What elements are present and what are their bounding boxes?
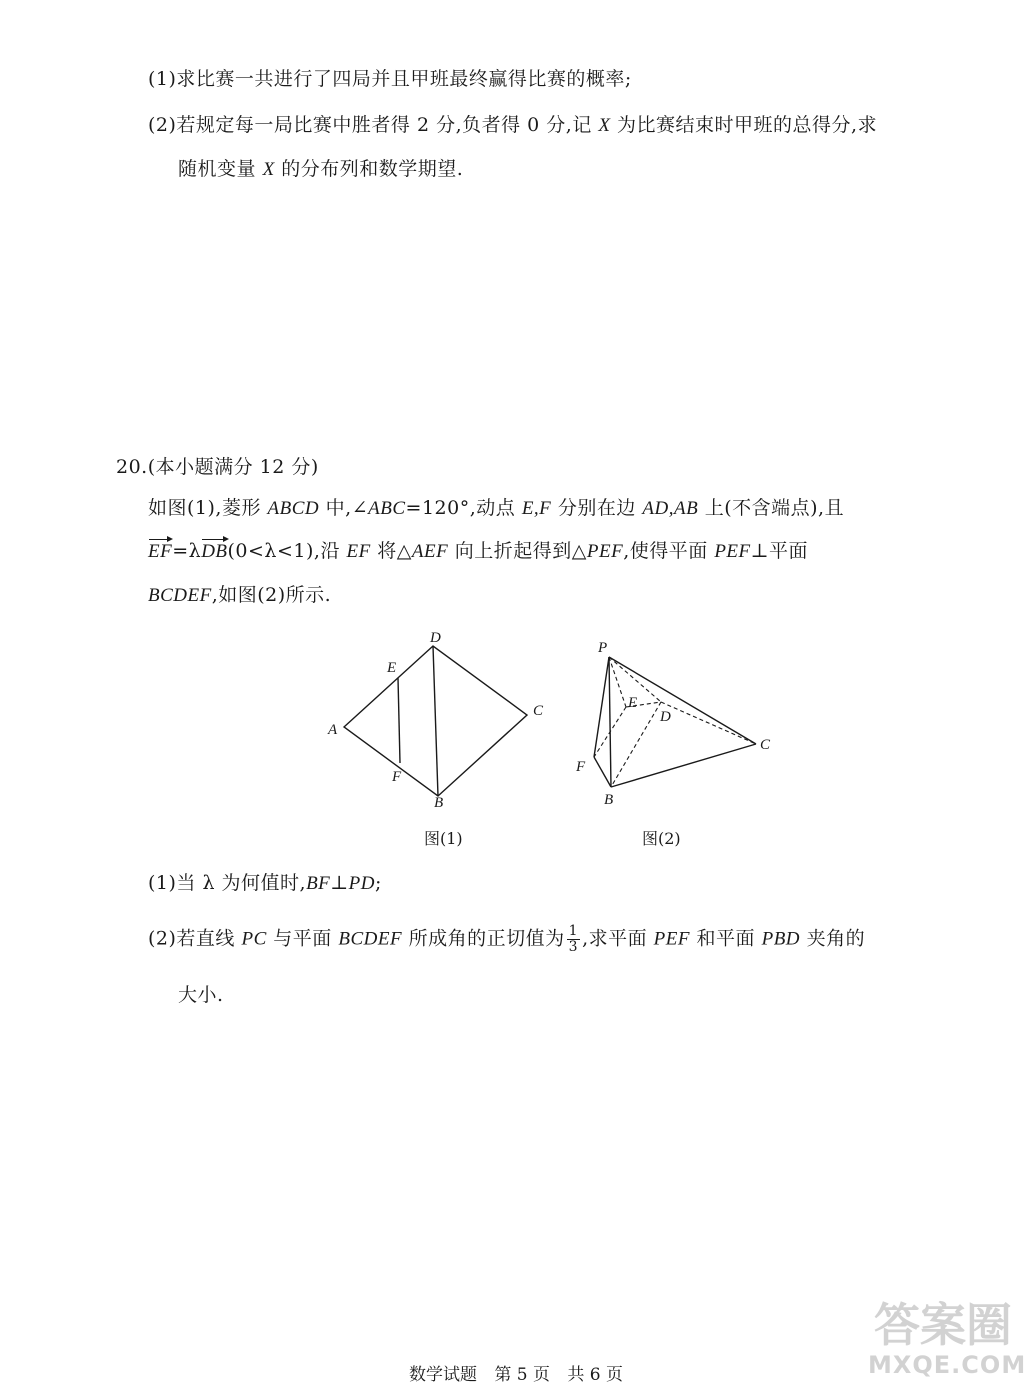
edge-pb — [609, 657, 611, 787]
edge-dc — [661, 702, 756, 744]
segment-ef — [398, 678, 400, 763]
q20-stem-line1: 如图(1),菱形 ABCD 中,∠ABC=120°,动点 E,F 分别在边 AD,AB 上(不含端点),且 — [148, 497, 845, 519]
label-e: E — [387, 660, 397, 676]
label-c: C — [533, 703, 544, 719]
label-a: A — [328, 722, 338, 738]
label-b: B — [434, 795, 444, 811]
figure-1-rhombus — [320, 624, 560, 824]
q20-part1: (1)当 λ 为何值时,BF⊥PD; — [148, 872, 382, 894]
watermark-logo: 答案圈 MXQE.COM — [868, 1298, 1027, 1379]
q19-part2: (2)若规定每一局比赛中胜者得 2 分,负者得 0 分,记 X 为比赛结束时甲班的总得分,求 — [148, 114, 878, 136]
q19-part1: (1)求比赛一共进行了四局并且甲班最终赢得比赛的概率; — [148, 68, 632, 90]
vector-db: DB — [201, 539, 227, 565]
fraction-one-third: $\frac{1}{3}$ — [568, 923, 579, 955]
segment-db — [433, 646, 438, 796]
q19-part2-cont: 随机变量 X 的分布列和数学期望. — [178, 158, 464, 180]
label-d: D — [430, 630, 441, 646]
edge-fb — [594, 757, 611, 787]
label-p: P — [598, 640, 608, 656]
label-f: F — [392, 769, 402, 785]
q20-header: 20.(本小题满分 12 分) — [116, 456, 319, 478]
figure-2-caption: 图(2) — [642, 829, 681, 848]
label-d2: D — [660, 709, 671, 725]
label-e2: E — [628, 695, 638, 711]
q20-stem-line3: BCDEF,如图(2)所示. — [148, 584, 332, 606]
label-b2: B — [604, 792, 614, 808]
label-c2: C — [760, 737, 771, 753]
page-footer — [0, 1360, 1032, 1385]
edge-pf — [594, 657, 609, 757]
q20-part2: (2)若直线 PC 与平面 BCDEF 所成角的正切值为 $\frac{1}{3}$ ,求平面 PEF 和平面 PBD 夹角的 — [148, 923, 866, 955]
footer-total: 共 6 页 — [567, 1365, 624, 1385]
q20-part2-cont: 大小. — [178, 984, 224, 1006]
edge-pe — [609, 657, 626, 707]
label-f2: F — [576, 759, 586, 775]
q20-stem-line2: EF=λDB(0<λ<1),沿 EF 将△AEF 向上折起得到△PEF,使得平面 PEF⊥平面 — [148, 538, 808, 565]
vector-ef: EF — [148, 539, 172, 565]
footer-subject: 数学试题 — [408, 1365, 477, 1385]
figure-2-pyramid — [566, 632, 786, 812]
footer-page: 第 5 页 — [494, 1365, 550, 1385]
figure-1-caption: 图(1) — [424, 829, 463, 848]
